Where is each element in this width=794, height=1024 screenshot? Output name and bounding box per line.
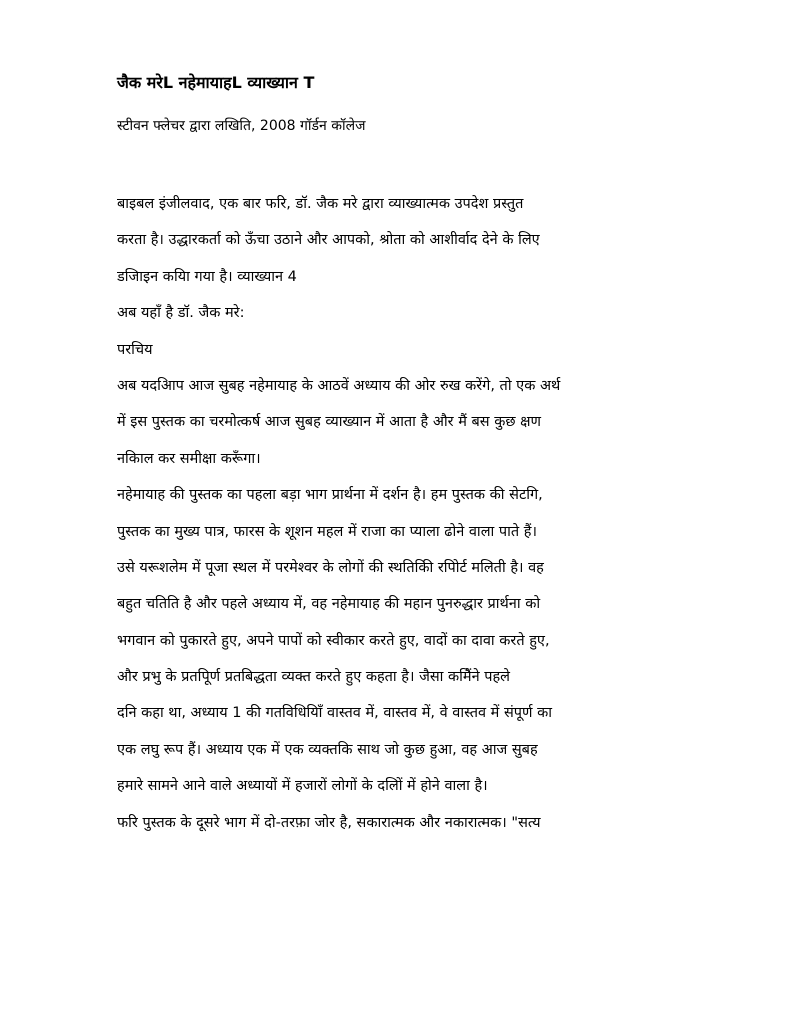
body-line: डजिाइन कयिा गया है। व्याख्यान 4 bbox=[117, 268, 297, 285]
body-line: भगवान को पुकारते हुए, अपने पापों को स्वीकार करते हुए, वादों का दावा करते हुए, bbox=[117, 632, 550, 649]
body-line: नकिाल कर समीक्षा करूँगा। bbox=[117, 450, 261, 467]
body-line: में इस पुस्तक का चरमोत्कर्ष आज सुबह व्याख्यान में आता है और मैं बस कुछ क्षण bbox=[117, 414, 541, 431]
document-title: जैक मरेL नहेमायाहL व्याख्यान T bbox=[117, 73, 315, 92]
section-heading: परचिय bbox=[117, 341, 153, 358]
body-line: फरि पुस्तक के दूसरे भाग में दो-तरफ़ा जोर है, सकारात्मक और नकारात्मक। "सत्य bbox=[117, 814, 541, 831]
body-line: एक लघु रूप हैं। अध्याय एक में एक व्यक्तकि साथ जो कुछ हुआ, वह आज सुबह bbox=[117, 741, 538, 758]
body-line: पुस्तक का मुख्य पात्र, फारस के शूशन महल में राजा का प्याला ढोने वाला पाते हैं। bbox=[117, 523, 537, 540]
body-line: करता है। उद्धारकर्ता को ऊँचा उठाने और आपको, श्रोता को आशीर्वाद देने के लिए bbox=[117, 232, 540, 249]
body-line: अब यहाँ है डॉ. जैक मरे: bbox=[117, 305, 245, 322]
body-line: हमारे सामने आने वाले अध्यायों में हजारों लोगों के दलिों में होने वाला है। bbox=[117, 778, 488, 795]
document-body bbox=[117, 186, 677, 841]
body-line: अब यदआिप आज सुबह नहेमायाह के आठवें अध्याय की ओर रुख करेंगे, तो एक अर्थ bbox=[117, 377, 561, 394]
document-subtitle: स्टीवन फ्लेचर द्वारा लखिति, 2008 गॉर्डन कॉलेज bbox=[117, 118, 366, 134]
body-line: बाइबल इंजीलवाद, एक बार फरि, डॉ. जैक मरे द्वारा व्याख्यात्मक उपदेश प्रस्तुत bbox=[117, 196, 524, 212]
body-line: बहुत चतिति है और पहले अध्याय में, वह नहेमायाह की महान पुनरुद्धार प्रार्थना को bbox=[117, 596, 541, 613]
body-line: उसे यरूशलेम में पूजा स्थल में परमेश्वर के लोगों की स्थतिकिी रपिोर्ट मलिती है। वह bbox=[117, 559, 544, 576]
body-line: दनि कहा था, अध्याय 1 की गतविधियिाँ वास्तव में, वास्तव में, वे वास्तव में संपूर्ण का bbox=[117, 705, 552, 722]
body-line: और प्रभु के प्रतपिूर्ण प्रतबिद्धता व्यक्त करते हुए कहता है। जैसा कमिैंने पहले bbox=[117, 669, 510, 686]
body-line: नहेमायाह की पुस्तक का पहला बड़ा भाग प्रार्थना में दर्शन है। हम पुस्तक की सेटगि, bbox=[117, 487, 543, 504]
